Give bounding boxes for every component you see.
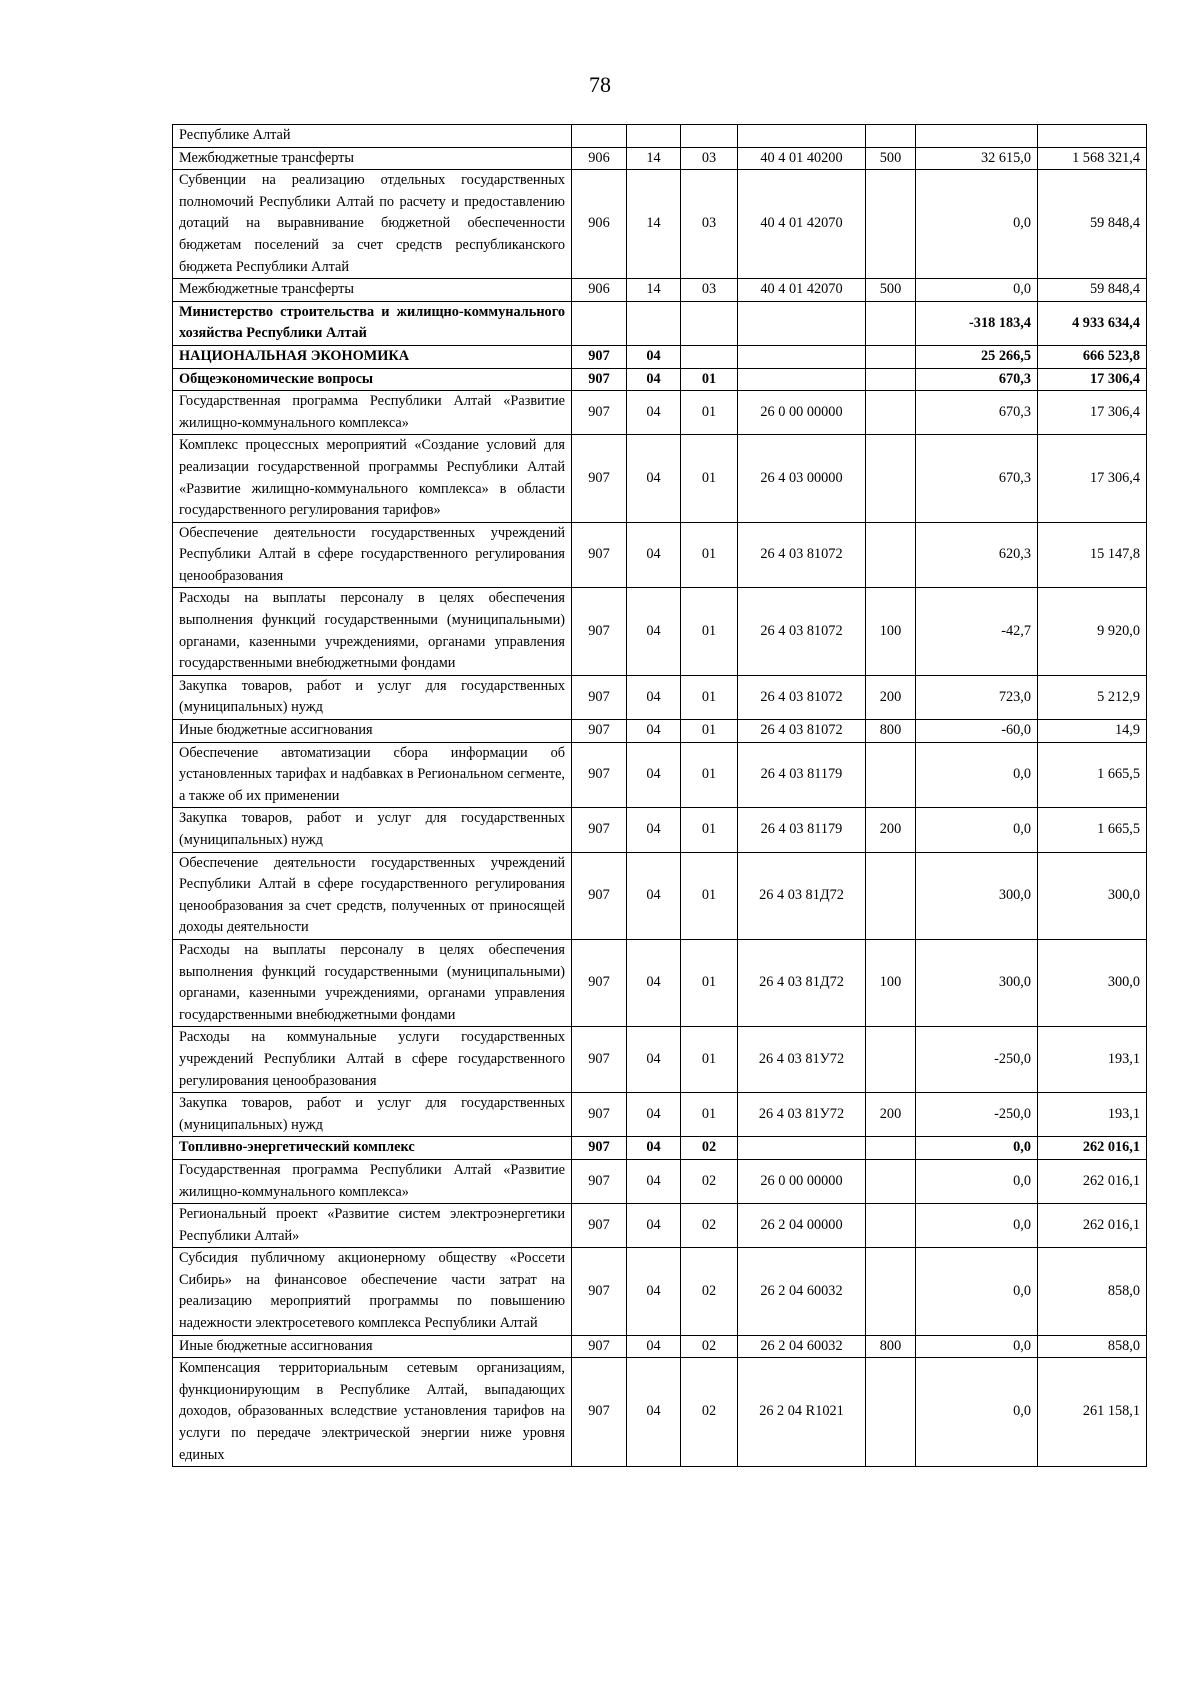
- table-row: [173, 391, 1147, 435]
- amount-total: 858,0: [1038, 1248, 1147, 1335]
- table-row: [173, 368, 1147, 391]
- amount-total: 1 665,5: [1038, 808, 1147, 852]
- ministry-code: 907: [572, 1335, 627, 1358]
- item-name: Государственная программа Республики Алтай «Развитие жилищно-коммунального комплекса»: [173, 391, 572, 435]
- target-article-code: 26 4 03 81У72: [738, 1027, 866, 1093]
- item-name: Расходы на выплаты персоналу в целях обеспечения выполнения функций государственными (муниципальными) органами, казенными учреждениями, органами управления государственными внебюджетными фондами: [173, 588, 572, 675]
- amount-total: 59 848,4: [1038, 279, 1147, 302]
- expense-type-code: [866, 1358, 916, 1467]
- section-code: 04: [627, 1358, 681, 1467]
- subsection-code: 01: [681, 435, 738, 522]
- section-code: 04: [627, 852, 681, 939]
- amount-change: 0,0: [916, 1248, 1038, 1335]
- amount-total: 17 306,4: [1038, 391, 1147, 435]
- expense-type-code: [866, 1248, 916, 1335]
- page-number: 78: [589, 72, 611, 97]
- ministry-code: 907: [572, 675, 627, 719]
- expense-type-code: 500: [866, 147, 916, 170]
- section-code: 14: [627, 170, 681, 279]
- ministry-code: 907: [572, 939, 627, 1026]
- item-name: Обеспечение автоматизации сбора информации об установленных тарифах и надбавках в Региональном сегменте, а также об их применении: [173, 742, 572, 808]
- amount-change: 0,0: [916, 1358, 1038, 1467]
- amount-total: 261 158,1: [1038, 1358, 1147, 1467]
- ministry-code: 907: [572, 522, 627, 588]
- amount-change: -250,0: [916, 1093, 1038, 1137]
- amount-total: 300,0: [1038, 852, 1147, 939]
- amount-total: 193,1: [1038, 1027, 1147, 1093]
- target-article-code: 26 4 03 81072: [738, 588, 866, 675]
- item-name: Компенсация территориальным сетевым организациям, функционирующим в Республике Алтай, выпадающих доходов, образованных вследствие установления тарифов на услуги по передаче электрической энергии ниже уровня единых: [173, 1358, 572, 1467]
- subsection-code: 02: [681, 1137, 738, 1160]
- target-article-code: 26 2 04 00000: [738, 1204, 866, 1248]
- amount-change: 32 615,0: [916, 147, 1038, 170]
- item-name: Министерство строительства и жилищно-коммунального хозяйства Республики Алтай: [173, 301, 572, 345]
- ministry-code: 907: [572, 1159, 627, 1203]
- target-article-code: 26 4 03 81179: [738, 742, 866, 808]
- table-row: [173, 588, 1147, 675]
- section-code: 04: [627, 1248, 681, 1335]
- expense-type-code: [866, 301, 916, 345]
- table-row: [173, 1137, 1147, 1160]
- amount-total: 193,1: [1038, 1093, 1147, 1137]
- ministry-code: 906: [572, 279, 627, 302]
- expense-type-code: 500: [866, 279, 916, 302]
- section-code: 04: [627, 435, 681, 522]
- expense-type-code: [866, 435, 916, 522]
- table-row: [173, 147, 1147, 170]
- subsection-code: [681, 301, 738, 345]
- ministry-code: 907: [572, 808, 627, 852]
- table-row: [173, 808, 1147, 852]
- amount-change: 0,0: [916, 1204, 1038, 1248]
- amount-change: 670,3: [916, 368, 1038, 391]
- amount-change: 620,3: [916, 522, 1038, 588]
- target-article-code: 26 4 03 81072: [738, 522, 866, 588]
- subsection-code: 02: [681, 1335, 738, 1358]
- amount-total: 262 016,1: [1038, 1137, 1147, 1160]
- amount-change: 0,0: [916, 1137, 1038, 1160]
- target-article-code: 26 0 00 00000: [738, 1159, 866, 1203]
- item-name: Государственная программа Республики Алтай «Развитие жилищно-коммунального комплекса»: [173, 1159, 572, 1203]
- item-name: Расходы на выплаты персоналу в целях обеспечения выполнения функций государственными (муниципальными) органами, казенными учреждениями, органами управления государственными внебюджетными фондами: [173, 939, 572, 1026]
- section-code: 04: [627, 939, 681, 1026]
- table-row: [173, 852, 1147, 939]
- table-row: [173, 301, 1147, 345]
- amount-total: 1 665,5: [1038, 742, 1147, 808]
- expense-type-code: [866, 368, 916, 391]
- expense-type-code: 100: [866, 939, 916, 1026]
- amount-change: -250,0: [916, 1027, 1038, 1093]
- item-name: Общеэкономические вопросы: [173, 368, 572, 391]
- ministry-code: [572, 125, 627, 148]
- expense-type-code: [866, 391, 916, 435]
- ministry-code: 907: [572, 720, 627, 743]
- item-name: Субвенции на реализацию отдельных государственных полномочий Республики Алтай по расчету и предоставлению дотаций на выравнивание бюджетной обеспеченности бюджетам поселений за счет средств республиканского бюджета Республики Алтай: [173, 170, 572, 279]
- subsection-code: 01: [681, 852, 738, 939]
- amount-change: 300,0: [916, 939, 1038, 1026]
- expense-type-code: [866, 742, 916, 808]
- budget-table: [172, 124, 1147, 1467]
- target-article-code: 26 2 04 R1021: [738, 1358, 866, 1467]
- item-name: Обеспечение деятельности государственных учреждений Республики Алтай в сфере государственного регулирования ценообразования: [173, 522, 572, 588]
- ministry-code: 907: [572, 1358, 627, 1467]
- table-row: [173, 1204, 1147, 1248]
- expense-type-code: [866, 1159, 916, 1203]
- table-row: [173, 1093, 1147, 1137]
- section-code: 04: [627, 1335, 681, 1358]
- amount-total: 300,0: [1038, 939, 1147, 1026]
- target-article-code: 26 4 03 81072: [738, 675, 866, 719]
- subsection-code: 03: [681, 147, 738, 170]
- ministry-code: 907: [572, 1093, 627, 1137]
- table-row: [173, 1027, 1147, 1093]
- target-article-code: [738, 301, 866, 345]
- section-code: [627, 125, 681, 148]
- expense-type-code: 100: [866, 588, 916, 675]
- target-article-code: 26 4 03 81179: [738, 808, 866, 852]
- amount-change: 0,0: [916, 742, 1038, 808]
- subsection-code: [681, 345, 738, 368]
- amount-change: [916, 125, 1038, 148]
- target-article-code: 26 4 03 81Д72: [738, 852, 866, 939]
- section-code: 04: [627, 588, 681, 675]
- expense-type-code: [866, 522, 916, 588]
- amount-change: 300,0: [916, 852, 1038, 939]
- item-name: Закупка товаров, работ и услуг для государственных (муниципальных) нужд: [173, 808, 572, 852]
- table-row: [173, 939, 1147, 1026]
- ministry-code: [572, 301, 627, 345]
- target-article-code: [738, 368, 866, 391]
- amount-change: -60,0: [916, 720, 1038, 743]
- amount-total: 1 568 321,4: [1038, 147, 1147, 170]
- section-code: 04: [627, 1137, 681, 1160]
- item-name: Иные бюджетные ассигнования: [173, 1335, 572, 1358]
- subsection-code: 01: [681, 808, 738, 852]
- subsection-code: 02: [681, 1248, 738, 1335]
- subsection-code: 01: [681, 742, 738, 808]
- section-code: 04: [627, 1204, 681, 1248]
- expense-type-code: 200: [866, 1093, 916, 1137]
- amount-change: 0,0: [916, 170, 1038, 279]
- amount-total: 15 147,8: [1038, 522, 1147, 588]
- expense-type-code: 800: [866, 720, 916, 743]
- item-name: Комплекс процессных мероприятий «Создание условий для реализации государственной программы Республики Алтай «Развитие жилищно-коммунального комплекса» в области государственного регулирования тарифов»: [173, 435, 572, 522]
- amount-total: 262 016,1: [1038, 1204, 1147, 1248]
- amount-change: 25 266,5: [916, 345, 1038, 368]
- ministry-code: 907: [572, 1248, 627, 1335]
- ministry-code: 907: [572, 852, 627, 939]
- amount-total: 17 306,4: [1038, 435, 1147, 522]
- table-row: [173, 522, 1147, 588]
- table-row: [173, 675, 1147, 719]
- amount-change: 0,0: [916, 808, 1038, 852]
- ministry-code: 907: [572, 435, 627, 522]
- amount-change: 723,0: [916, 675, 1038, 719]
- target-article-code: [738, 1137, 866, 1160]
- amount-total: 5 212,9: [1038, 675, 1147, 719]
- section-code: 04: [627, 345, 681, 368]
- expense-type-code: [866, 1137, 916, 1160]
- table-row: [173, 1358, 1147, 1467]
- item-name: Субсидия публичному акционерному обществу «Россети Сибирь» на финансовое обеспечение части затрат на реализацию мероприятий программы по повышению надежности электросетевого комплекса Республики Алтай: [173, 1248, 572, 1335]
- table-row: [173, 345, 1147, 368]
- amount-total: 59 848,4: [1038, 170, 1147, 279]
- subsection-code: 01: [681, 1027, 738, 1093]
- amount-change: 670,3: [916, 391, 1038, 435]
- section-code: 04: [627, 391, 681, 435]
- section-code: 04: [627, 368, 681, 391]
- target-article-code: 26 4 03 81Д72: [738, 939, 866, 1026]
- subsection-code: [681, 125, 738, 148]
- section-code: 04: [627, 1093, 681, 1137]
- amount-total: 4 933 634,4: [1038, 301, 1147, 345]
- amount-change: 0,0: [916, 1335, 1038, 1358]
- subsection-code: 01: [681, 720, 738, 743]
- item-name: Межбюджетные трансферты: [173, 279, 572, 302]
- ministry-code: 907: [572, 1027, 627, 1093]
- expense-type-code: [866, 1204, 916, 1248]
- amount-change: -318 183,4: [916, 301, 1038, 345]
- ministry-code: 907: [572, 368, 627, 391]
- ministry-code: 906: [572, 147, 627, 170]
- target-article-code: [738, 125, 866, 148]
- subsection-code: 03: [681, 170, 738, 279]
- ministry-code: 907: [572, 345, 627, 368]
- subsection-code: 01: [681, 1093, 738, 1137]
- item-name: Закупка товаров, работ и услуг для государственных (муниципальных) нужд: [173, 675, 572, 719]
- amount-total: 262 016,1: [1038, 1159, 1147, 1203]
- table-row: [173, 435, 1147, 522]
- subsection-code: 01: [681, 675, 738, 719]
- target-article-code: 40 4 01 42070: [738, 170, 866, 279]
- subsection-code: 01: [681, 391, 738, 435]
- ministry-code: 907: [572, 1204, 627, 1248]
- subsection-code: 02: [681, 1204, 738, 1248]
- item-name: Топливно-энергетический комплекс: [173, 1137, 572, 1160]
- item-name: Межбюджетные трансферты: [173, 147, 572, 170]
- amount-total: [1038, 125, 1147, 148]
- table-row: [173, 1335, 1147, 1358]
- section-code: 04: [627, 808, 681, 852]
- table-row: [173, 170, 1147, 279]
- ministry-code: 907: [572, 391, 627, 435]
- target-article-code: 26 0 00 00000: [738, 391, 866, 435]
- expense-type-code: [866, 852, 916, 939]
- expense-type-code: [866, 170, 916, 279]
- expense-type-code: [866, 345, 916, 368]
- section-code: 04: [627, 720, 681, 743]
- expense-type-code: 200: [866, 808, 916, 852]
- ministry-code: 907: [572, 588, 627, 675]
- section-code: 14: [627, 147, 681, 170]
- amount-change: 0,0: [916, 1159, 1038, 1203]
- target-article-code: 26 4 03 81У72: [738, 1093, 866, 1137]
- section-code: 04: [627, 742, 681, 808]
- ministry-code: 906: [572, 170, 627, 279]
- target-article-code: 26 2 04 60032: [738, 1335, 866, 1358]
- target-article-code: [738, 345, 866, 368]
- section-code: 04: [627, 522, 681, 588]
- table-row: [173, 1248, 1147, 1335]
- expense-type-code: 800: [866, 1335, 916, 1358]
- subsection-code: 01: [681, 588, 738, 675]
- section-code: 04: [627, 675, 681, 719]
- amount-change: -42,7: [916, 588, 1038, 675]
- target-article-code: 40 4 01 42070: [738, 279, 866, 302]
- expense-type-code: 200: [866, 675, 916, 719]
- target-article-code: 26 4 03 00000: [738, 435, 866, 522]
- amount-total: 17 306,4: [1038, 368, 1147, 391]
- table-row: [173, 125, 1147, 148]
- subsection-code: 01: [681, 368, 738, 391]
- item-name: Закупка товаров, работ и услуг для государственных (муниципальных) нужд: [173, 1093, 572, 1137]
- item-name: Республике Алтай: [173, 125, 572, 148]
- budget-table-body: [173, 125, 1147, 1467]
- item-name: Расходы на коммунальные услуги государственных учреждений Республики Алтай в сфере государственного регулирования ценообразования: [173, 1027, 572, 1093]
- amount-total: 858,0: [1038, 1335, 1147, 1358]
- amount-change: 0,0: [916, 279, 1038, 302]
- table-row: [173, 742, 1147, 808]
- section-code: 14: [627, 279, 681, 302]
- target-article-code: 40 4 01 40200: [738, 147, 866, 170]
- section-code: 04: [627, 1159, 681, 1203]
- amount-change: 670,3: [916, 435, 1038, 522]
- subsection-code: 03: [681, 279, 738, 302]
- table-row: [173, 279, 1147, 302]
- subsection-code: 01: [681, 522, 738, 588]
- item-name: НАЦИОНАЛЬНАЯ ЭКОНОМИКА: [173, 345, 572, 368]
- item-name: Иные бюджетные ассигнования: [173, 720, 572, 743]
- amount-total: 14,9: [1038, 720, 1147, 743]
- ministry-code: 907: [572, 742, 627, 808]
- expense-type-code: [866, 1027, 916, 1093]
- ministry-code: 907: [572, 1137, 627, 1160]
- section-code: [627, 301, 681, 345]
- target-article-code: 26 4 03 81072: [738, 720, 866, 743]
- table-row: [173, 720, 1147, 743]
- expense-type-code: [866, 125, 916, 148]
- section-code: 04: [627, 1027, 681, 1093]
- item-name: Региональный проект «Развитие систем электроэнергетики Республики Алтай»: [173, 1204, 572, 1248]
- subsection-code: 02: [681, 1159, 738, 1203]
- subsection-code: 02: [681, 1358, 738, 1467]
- amount-total: 9 920,0: [1038, 588, 1147, 675]
- target-article-code: 26 2 04 60032: [738, 1248, 866, 1335]
- item-name: Обеспечение деятельности государственных учреждений Республики Алтай в сфере государственного регулирования ценообразования за счет средств, полученных от приносящей доходы деятельности: [173, 852, 572, 939]
- subsection-code: 01: [681, 939, 738, 1026]
- table-row: [173, 1159, 1147, 1203]
- amount-total: 666 523,8: [1038, 345, 1147, 368]
